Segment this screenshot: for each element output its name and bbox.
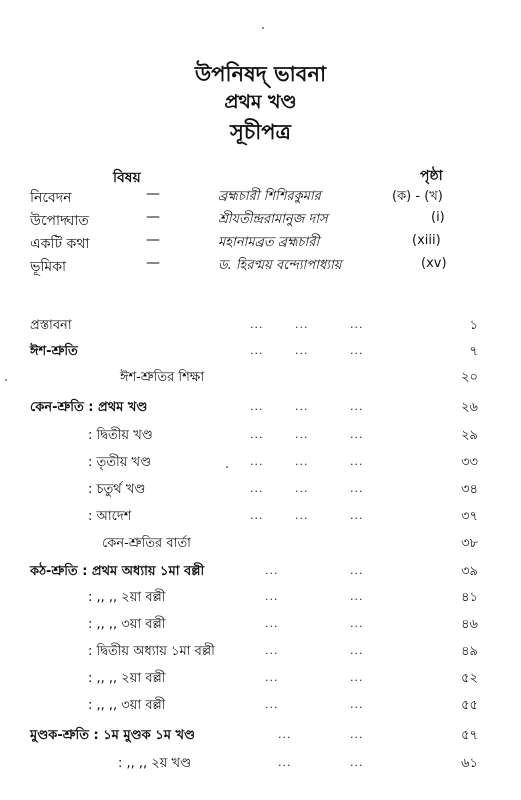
dot-leader: ... (265, 698, 279, 711)
dot-leader: ... (250, 428, 264, 441)
front-matter-subject: উপোদ্ঘাত (30, 213, 89, 229)
front-matter-subject: ভূমিকা (30, 259, 67, 275)
front-matter-page: (xv) (421, 256, 447, 271)
dot-leader: ... (350, 400, 364, 413)
toc-page-number: ৪১ (461, 590, 478, 605)
front-matter-dash: — (146, 255, 160, 271)
dot-leader: ... (265, 671, 279, 684)
toc-entry: ঈশ-শ্রুতি (30, 344, 78, 359)
toc-page-number: ৭ (469, 344, 478, 359)
dot-leader: ... (295, 509, 309, 522)
toc-entry: : আদেশ (88, 509, 132, 524)
page-column-header: পৃষ্ঠা (420, 168, 443, 184)
front-matter-author: ব্রহ্মচারী শিশিরকুমার (218, 189, 321, 204)
dot-leader: ... (350, 756, 364, 769)
dot-leader: ... (350, 698, 364, 711)
toc-page-number: ৬১ (461, 756, 478, 771)
dot-leader: ... (250, 318, 264, 331)
front-matter-dash: — (146, 232, 160, 248)
dot-leader: ... (265, 564, 279, 577)
contents-title: সূচীপত্র (230, 120, 291, 144)
toc-page-number: ৫২ (461, 671, 478, 686)
dot-leader: ... (350, 509, 364, 522)
dot-leader: ... (350, 344, 364, 357)
dot-leader: ... (350, 590, 364, 603)
dot-leader: ... (250, 509, 264, 522)
toc-entry: : দ্বিতীয় খণ্ড (88, 428, 153, 443)
dot-leader: ... (250, 455, 264, 468)
dot-leader: ... (350, 482, 364, 495)
subject-column-header: বিষয় (113, 170, 141, 186)
toc-entry: : দ্বিতীয় অধ্যায় ১মা বল্লী (88, 644, 215, 659)
dot-leader: ... (265, 644, 279, 657)
toc-page-number: ২৯ (461, 428, 478, 443)
toc-page-number: ৩৩ (461, 455, 478, 470)
book-title: উপনিষদ্ ভাবনা (194, 62, 327, 86)
dot-leader: ... (350, 455, 364, 468)
dot-leader: ... (350, 644, 364, 657)
dot-leader: ... (350, 671, 364, 684)
scan-speck (226, 466, 228, 468)
dot-leader: ... (350, 318, 364, 331)
toc-entry: : ,, ,, ৩য়া বল্লী (88, 698, 166, 713)
dot-leader: ... (250, 482, 264, 495)
scan-speck (5, 379, 7, 381)
dot-leader: ... (350, 617, 364, 630)
front-matter-author: শ্রীযতীন্দ্ররামানুজ দাস (218, 212, 328, 227)
dot-leader: ... (278, 728, 292, 741)
toc-entry: : ,, ,, ৩য়া বল্লী (88, 617, 166, 632)
front-matter-dash: — (146, 186, 160, 202)
toc-entry: : চতুর্থ খণ্ড (88, 482, 146, 497)
toc-entry: : ,, ,, ২য় খণ্ড (118, 756, 192, 771)
toc-page-number: ৩৮ (461, 536, 478, 551)
dot-leader: ... (350, 564, 364, 577)
toc-page-number: ২৬ (461, 400, 478, 415)
dot-leader: ... (295, 344, 309, 357)
toc-entry: প্রস্তাবনা (30, 318, 72, 333)
dot-leader: ... (295, 482, 309, 495)
dot-leader: ... (250, 344, 264, 357)
toc-entry: কঠ-শ্রুতি : প্রথম অধ্যায় ১মা বল্লী (30, 564, 205, 579)
scan-speck (262, 27, 264, 29)
toc-entry: : ,, ,, ২য়া বল্লী (88, 671, 166, 686)
toc-page-number: ৫৫ (461, 698, 478, 713)
toc-page-number: ৪৯ (461, 644, 478, 659)
front-matter-dash: — (146, 209, 160, 225)
front-matter-page: (ক) - (খ) (392, 189, 443, 204)
toc-entry: কেন-শ্রুতি : প্রথম খণ্ড (30, 400, 148, 415)
dot-leader: ... (278, 756, 292, 769)
toc-entry: : তৃতীয় খণ্ড (88, 455, 152, 470)
dot-leader: ... (265, 590, 279, 603)
front-matter-page: (xiii) (412, 233, 441, 248)
toc-page-number: ৩৯ (461, 564, 478, 579)
toc-entry: ঈশ-শ্রুতির শিক্ষা (120, 370, 205, 385)
front-matter-subject: একটি কথা (30, 236, 90, 252)
toc-page-number: ২০ (461, 370, 478, 385)
dot-leader: ... (265, 617, 279, 630)
dot-leader: ... (350, 728, 364, 741)
front-matter-author: ড. হিরণ্ময় বন্দ্যোপাধ্যায় (218, 258, 342, 273)
dot-leader: ... (295, 400, 309, 413)
dot-leader: ... (350, 428, 364, 441)
toc-entry: মুণ্ডক-শ্রুতি : ১ম মুণ্ডক ১ম খণ্ড (30, 728, 195, 743)
toc-page-number: ৪৬ (461, 617, 478, 632)
front-matter-author: মহানামব্রত ব্রহ্মচারী (218, 235, 320, 250)
dot-leader: ... (295, 318, 309, 331)
dot-leader: ... (295, 455, 309, 468)
volume-subtitle: প্রথম খণ্ড (224, 91, 297, 113)
toc-entry: কেন-শ্রুতির বার্তা (102, 536, 191, 551)
toc-page-number: ৩৪ (461, 482, 478, 497)
toc-page-number: ৩৭ (461, 509, 478, 524)
dot-leader: ... (250, 400, 264, 413)
toc-page-number: ১ (469, 318, 478, 333)
front-matter-page: (i) (431, 210, 445, 225)
front-matter-subject: নিবেদন (30, 190, 72, 206)
dot-leader: ... (295, 428, 309, 441)
toc-entry: : ,, ,, ২য়া বল্লী (88, 590, 166, 605)
toc-page-number: ৫৭ (461, 728, 478, 743)
